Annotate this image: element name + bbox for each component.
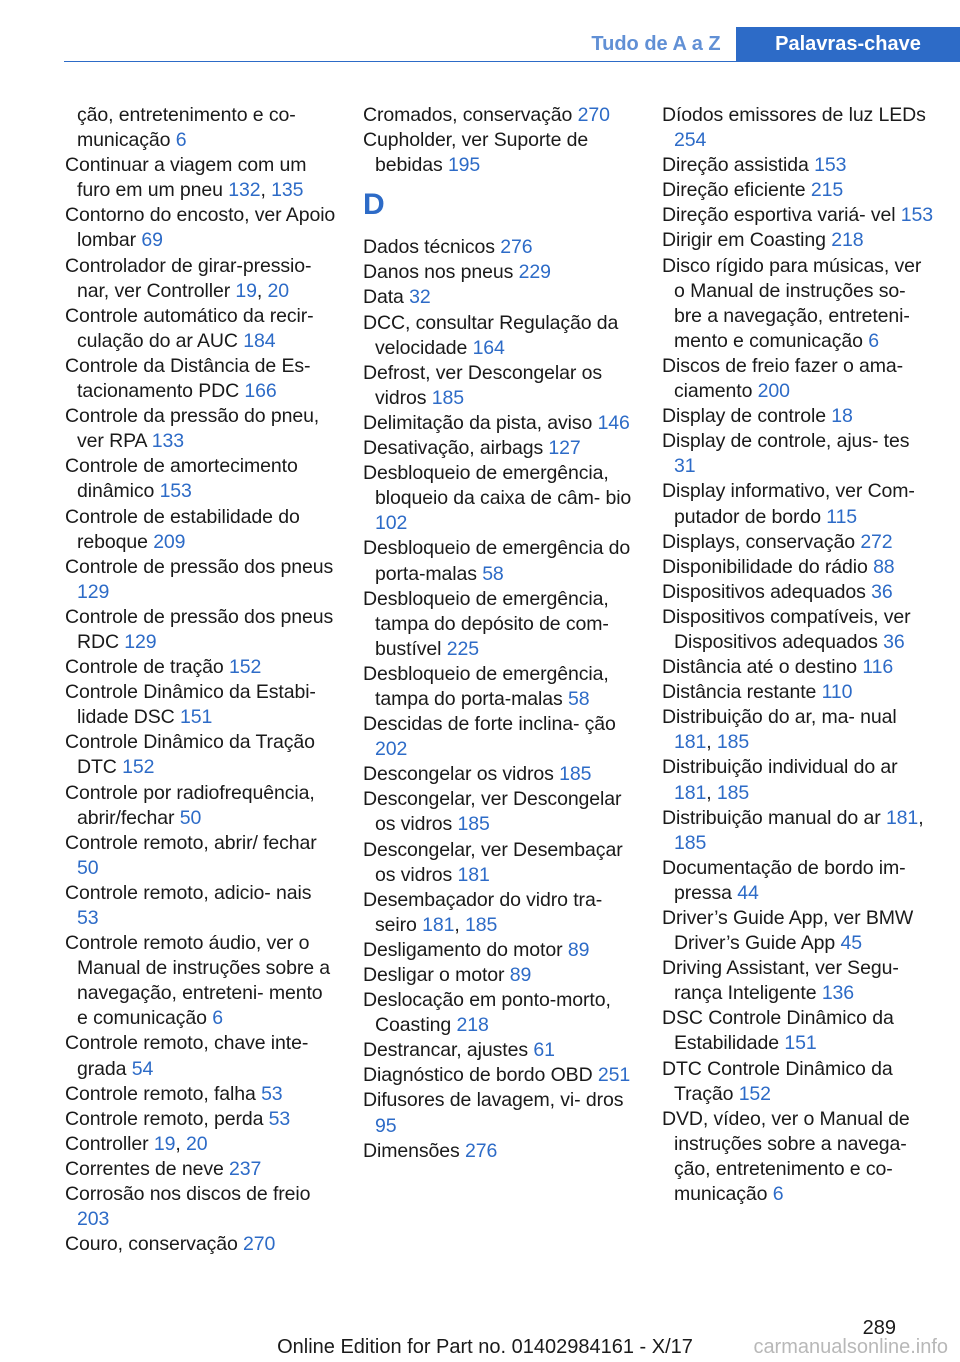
index-entry: [662, 655, 934, 680]
page-reference-link[interactable]: 152: [738, 1082, 771, 1105]
index-entry: [662, 1006, 934, 1056]
page-reference-link[interactable]: 166: [244, 380, 277, 403]
index-entry: [65, 1232, 337, 1257]
index-column-3: [662, 103, 934, 1207]
index-entry: [363, 361, 635, 411]
index-entry: [363, 411, 635, 436]
page-reference-link[interactable]: 202: [375, 738, 408, 761]
index-entry-text: Descongelar os vidros: [363, 763, 560, 786]
index-entry: [662, 103, 934, 153]
page-reference-link[interactable]: 89: [509, 964, 532, 986]
page-reference-link[interactable]: 153: [900, 204, 934, 227]
page-reference-link[interactable]: 53: [268, 1107, 291, 1130]
index-entry: Distribuição manual do ar 181, 185: [662, 806, 924, 854]
index-entry-text: Controle de pressão dos pneus: [65, 555, 334, 578]
tab-keywords-active[interactable]: Palavras-chave: [736, 27, 960, 62]
index-entry: [363, 1088, 635, 1138]
index-column-1: [65, 103, 337, 1257]
page-reference-link[interactable]: 19: [235, 279, 257, 302]
index-entry-text: Controle remoto, perda: [65, 1107, 269, 1130]
page-reference-link[interactable]: 270: [243, 1233, 276, 1256]
index-entry-text: Displays, conservação: [662, 530, 861, 553]
page-reference-link[interactable]: 6: [212, 1007, 223, 1030]
index-entry: Distribuição do ar, ma- nual 181, 185: [662, 706, 897, 754]
page-reference-link[interactable]: 50: [77, 856, 99, 879]
page-reference-link[interactable]: 132: [228, 179, 261, 202]
index-entry-text: Dispositivos adequados: [662, 580, 872, 603]
index-entry-text: DCC, consultar Regulação da velocidade: [363, 311, 619, 359]
index-entry: [363, 461, 635, 536]
page-reference-link[interactable]: 6: [772, 1183, 784, 1206]
index-entry: [363, 1063, 635, 1088]
index-entry: [363, 128, 635, 178]
page-reference-link[interactable]: 44: [737, 881, 759, 904]
index-entry-text: DSC Controle Dinâmico da Estabilidade: [662, 1007, 894, 1055]
page-reference-link[interactable]: 36: [871, 580, 893, 603]
page-reference-link[interactable]: 61: [533, 1039, 555, 1062]
index-entry-text: Díodos emissores de luz LEDs: [662, 104, 926, 126]
index-entry-text: Display informativo, ver Com- putador de bordo: [662, 480, 915, 528]
index-entry-text: Direção eficiente: [662, 179, 811, 202]
index-entry-text: Cromados, conservação: [363, 104, 578, 126]
index-entry: [65, 655, 337, 680]
index-entry: Controlador de girar-pressio- nar, ver Controller 19, 20: [65, 254, 312, 302]
index-entry: [65, 931, 337, 1031]
page-reference-link[interactable]: 129: [77, 580, 110, 603]
page-reference-link[interactable]: 32: [409, 286, 431, 309]
page-reference-link[interactable]: 127: [548, 437, 581, 460]
page-reference-link[interactable]: 184: [243, 329, 276, 352]
index-entry: [363, 712, 635, 762]
index-entry: [662, 906, 934, 956]
page-reference-link[interactable]: 181: [422, 913, 455, 936]
page-header: [0, 0, 960, 62]
index-entry-text: Dirigir em Coasting: [662, 229, 832, 252]
index-entry: [662, 228, 934, 253]
index-entry: [363, 1139, 635, 1164]
index-entry: [363, 963, 635, 988]
index-entry-text: Controle da Distância de Es- tacionamento PDC: [65, 354, 311, 403]
index-entry: [363, 311, 635, 361]
index-entry: [65, 555, 337, 605]
index-entry-text: Controle automático da recir- culação do ar AUC: [65, 304, 314, 352]
index-entry-text: Continuar a viagem com um furo em um pneu: [65, 154, 307, 202]
page-reference-link[interactable]: 115: [826, 505, 858, 528]
index-entry-text: Display de controle: [662, 405, 832, 428]
page-reference-link[interactable]: 181: [674, 781, 707, 804]
index-entry-text: Dispositivos compatíveis, ver Dispositivos adequados: [662, 605, 911, 653]
index-entry-text: Desembaçador do vidro tra- seiro: [363, 888, 603, 936]
page-reference-link[interactable]: 135: [271, 179, 304, 202]
page-reference-link[interactable]: 151: [179, 706, 213, 729]
index-entry: [662, 1057, 934, 1107]
page-reference-link[interactable]: 20: [267, 279, 290, 302]
index-entry-text: Controle remoto, chave inte- grada: [65, 1032, 309, 1080]
page-reference-link[interactable]: 129: [124, 630, 157, 653]
index-entry: [363, 1038, 635, 1063]
page-reference-link[interactable]: 6: [868, 329, 879, 352]
index-entry: [65, 730, 337, 780]
index-entry: [662, 856, 934, 906]
index-entry-text: Controle de amortecimento dinâmico: [65, 455, 298, 503]
page-reference-link[interactable]: 218: [456, 1014, 489, 1037]
index-entry-text: Direção esportiva variá- vel: [662, 204, 901, 227]
edition-footer: Online Edition for Part no. 01402984161 - X/17: [277, 1336, 693, 1358]
page-reference-link[interactable]: 185: [716, 781, 750, 804]
page-reference-link[interactable]: 152: [228, 656, 262, 679]
page-reference-link[interactable]: 45: [840, 932, 862, 955]
index-entry-text: Couro, conservação: [65, 1233, 244, 1256]
index-entry-text: Driving Assistant, ver Segu- rança Inteligente: [662, 957, 899, 1005]
index-entry-text: DTC Controle Dinâmico da Tração: [662, 1057, 893, 1105]
page-reference-link[interactable]: 116: [862, 656, 894, 679]
page-reference-link[interactable]: 102: [375, 512, 408, 535]
index-entry-text: Controle Dinâmico da Estabi- lidade DSC: [65, 681, 316, 729]
page-reference-link[interactable]: 181: [457, 863, 490, 886]
index-entry: [662, 605, 934, 655]
index-entry-text: Difusores de lavagem, vi- dros: [363, 1089, 624, 1112]
page-number: 289: [862, 1317, 896, 1339]
page-reference-link[interactable]: 209: [153, 530, 186, 553]
index-entry: [363, 260, 635, 285]
page-reference-link[interactable]: 270: [577, 104, 610, 126]
index-entry-text: Correntes de neve: [65, 1157, 230, 1180]
index-entry-text: Contorno do encosto, ver Apoio lombar: [65, 204, 336, 252]
page-reference-link[interactable]: 146: [597, 411, 630, 434]
page-reference-link[interactable]: 254: [674, 129, 707, 152]
index-entry-text: Deslocação em ponto-morto, Coasting: [363, 989, 611, 1037]
page-reference-link[interactable]: 6: [175, 129, 187, 152]
index-entry: Distribuição individual do ar 181, 185: [662, 756, 898, 804]
index-entry: [363, 103, 635, 128]
page-reference-link[interactable]: 276: [464, 1139, 498, 1162]
index-entry-text: Controle de estabilidade do reboque: [65, 505, 300, 553]
index-entry-text: DVD, vídeo, ver o Manual de instruções sobre a navega- ção, entretenimento e co- municação: [662, 1107, 910, 1206]
index-entry: [662, 404, 934, 429]
index-entry-text: ção, entretenimento e co- municação: [77, 104, 296, 152]
page-reference-link[interactable]: 185: [431, 386, 464, 409]
index-entry-text: Danos nos pneus: [363, 261, 519, 284]
index-entry-text: Desbloqueio de emergência do porta-malas: [363, 537, 631, 585]
page-reference-link[interactable]: 69: [141, 229, 163, 252]
index-entry: [65, 1157, 337, 1182]
index-entry-text: Controlador de girar-pressio- nar, ver Controller: [65, 254, 312, 302]
page-reference-link[interactable]: 54: [131, 1057, 154, 1080]
page-reference-link[interactable]: 153: [159, 480, 192, 503]
page-reference-link[interactable]: 110: [821, 681, 853, 704]
index-entry-text: Dados técnicos: [363, 236, 501, 259]
index-entry: [65, 1082, 337, 1107]
index-entry: [363, 662, 635, 712]
index-entry: [65, 454, 337, 504]
index-entry-text: Controle remoto, abrir/ fechar: [65, 831, 317, 854]
index-entry-text: Controle Dinâmico da Tração DTC: [65, 731, 315, 779]
index-entry: [662, 956, 934, 1006]
page-reference-link[interactable]: 251: [597, 1064, 631, 1087]
index-entry-text: Distribuição manual do ar: [662, 806, 886, 829]
index-entry: [65, 1107, 337, 1132]
index-entry: [363, 787, 635, 837]
index-entry: [65, 831, 337, 881]
index-entry: [363, 838, 635, 888]
index-entry: [65, 304, 337, 354]
watermark: carmanualsonline.info: [753, 1336, 948, 1358]
index-entry-text: Diagnóstico de bordo OBD: [363, 1064, 598, 1087]
index-entry: [662, 555, 934, 580]
index-entry: [65, 203, 337, 253]
index-column-2: [363, 103, 635, 1164]
page-reference-link[interactable]: 164: [472, 336, 505, 359]
page-reference-link[interactable]: 53: [261, 1082, 283, 1105]
index-entry-text: Distância restante: [662, 681, 822, 704]
page-reference-link[interactable]: 225: [446, 637, 479, 660]
page-reference-link[interactable]: 95: [375, 1114, 397, 1137]
index-entry: [65, 881, 337, 931]
page-reference-link[interactable]: 272: [860, 530, 893, 553]
index-entry-text: Cupholder, ver Suporte de bebidas: [363, 129, 589, 177]
index-entry: [65, 680, 337, 730]
index-entry-text: Delimitação da pista, aviso: [363, 411, 598, 434]
index-letter-heading: D: [363, 188, 385, 222]
page-reference-link[interactable]: 181: [885, 806, 919, 829]
index-entry: [363, 587, 635, 662]
index-entry-text: Controle remoto áudio, ver o Manual de instruções sobre a navegação, entreteni- mento e comunicação: [65, 932, 331, 1030]
index-entry: [363, 436, 635, 461]
index-entry: [65, 103, 337, 153]
index-entry: Desembaçador do vidro tra- seiro 181, 185: [363, 888, 603, 936]
index-entry-text: Descongelar, ver Descongelar os vidros: [363, 788, 622, 836]
index-entry-text: Desativação, airbags: [363, 437, 549, 460]
index-entry: [662, 530, 934, 555]
index-entry-text: Distribuição individual do ar: [662, 756, 898, 779]
page-reference-link[interactable]: 215: [810, 179, 844, 202]
index-entry: [363, 762, 635, 787]
page-reference-link[interactable]: 152: [122, 756, 155, 779]
index-entry-text: Discos de freio fazer o ama- ciamento: [662, 354, 904, 403]
index-entry-text: Descidas de forte inclina- ção: [363, 713, 616, 736]
tab-section[interactable]: Tudo de A a Z: [591, 32, 721, 55]
page-reference-link[interactable]: 185: [674, 831, 707, 854]
index-entry: [662, 254, 934, 354]
index-entry-text: Desligamento do motor: [363, 938, 568, 961]
page-reference-link[interactable]: 195: [447, 154, 481, 177]
page-reference-link[interactable]: 89: [567, 938, 590, 961]
index-entry: [363, 536, 635, 586]
page-reference-link[interactable]: 50: [179, 806, 202, 829]
page-reference-link[interactable]: 185: [559, 763, 592, 786]
index-entry: [65, 1031, 337, 1081]
index-entry: [662, 680, 934, 705]
page-reference-link[interactable]: 181: [674, 731, 707, 754]
index-entry-text: Disponibilidade do rádio: [662, 555, 874, 578]
index-entry: [363, 988, 635, 1038]
index-entry: [662, 1107, 934, 1207]
index-entry: Continuar a viagem com um furo em um pneu 132, 135: [65, 154, 307, 202]
index-entry-text: Desbloqueio de emergência, tampa do porta-malas: [363, 662, 609, 710]
page-reference-link[interactable]: 151: [784, 1032, 817, 1055]
page-reference-link[interactable]: 200: [757, 380, 790, 403]
index-entry: [65, 505, 337, 555]
page-reference-link[interactable]: 31: [674, 455, 696, 478]
index-entry-text: Dimensões: [363, 1139, 465, 1162]
page-reference-link[interactable]: 229: [518, 261, 551, 284]
index-entry: [662, 354, 934, 404]
index-entry: [363, 235, 635, 260]
index-entry: [363, 938, 635, 963]
index-entry: Controller 19, 20: [65, 1132, 208, 1155]
page-reference-link[interactable]: 203: [77, 1208, 110, 1231]
index-entry-text: Corrosão nos discos de freio: [65, 1183, 311, 1206]
page-reference-link[interactable]: 36: [883, 630, 905, 653]
index-entry: [662, 580, 934, 605]
index-entry: [65, 605, 337, 655]
index-entry-text: Direção assistida: [662, 154, 815, 177]
index-entry-text: Controle remoto, falha: [65, 1082, 262, 1105]
page-reference-link[interactable]: 276: [500, 236, 533, 259]
index-entry-text: Disco rígido para músicas, ver o Manual de instruções so- bre a navegação, entreteni- mento e comunicação: [662, 254, 922, 352]
page-reference-link[interactable]: 58: [568, 687, 590, 710]
index-entry-text: Controller: [65, 1132, 154, 1155]
index-entry: [662, 479, 934, 529]
page-reference-link[interactable]: 20: [186, 1132, 208, 1155]
page-reference-link[interactable]: 18: [831, 405, 853, 428]
page-reference-link[interactable]: 58: [482, 562, 504, 585]
index-entry: [662, 203, 934, 228]
index-entry: [65, 404, 337, 454]
index-entry-text: Driver’s Guide App, ver BMW Driver’s Guide App: [662, 907, 914, 955]
index-entry-text: Data: [363, 286, 410, 309]
page-reference-link[interactable]: 237: [229, 1157, 262, 1180]
index-entry-text: Controle de tração: [65, 656, 229, 679]
index-entry: [65, 354, 337, 404]
index-entry: [662, 153, 934, 178]
index-entry-text: Destrancar, ajustes: [363, 1039, 534, 1062]
page-reference-link[interactable]: 53: [77, 907, 99, 929]
page-reference-link[interactable]: 185: [457, 813, 490, 836]
index-entry: [363, 285, 635, 310]
index-entry-text: Descongelar, ver Desembaçar os vidros: [363, 838, 623, 886]
index-entry-text: Defrost, ver Descongelar os vidros: [363, 361, 602, 409]
index-entry-text: Desligar o motor: [363, 964, 510, 986]
index-entry: [65, 1182, 337, 1232]
index-entry-text: Desbloqueio de emergência, bloqueio da caixa de câm- bio: [363, 462, 632, 510]
index-entry-text: Documentação de bordo im- pressa: [662, 856, 906, 904]
page-reference-link[interactable]: 136: [821, 982, 855, 1005]
page-reference-link[interactable]: 153: [814, 154, 847, 177]
page-reference-link[interactable]: 185: [716, 731, 750, 754]
header-rule: [64, 61, 960, 62]
index-entry-text: Controle por radiofrequência, abrir/fechar: [65, 781, 315, 829]
index-entry-text: Desbloqueio de emergência, tampa do depósito de com- bustível: [363, 587, 609, 660]
page-reference-link[interactable]: 133: [151, 430, 184, 453]
index-entry: [65, 781, 337, 831]
page-reference-link[interactable]: 19: [153, 1132, 176, 1155]
page-reference-link[interactable]: 218: [831, 229, 864, 252]
page-reference-link[interactable]: 185: [464, 913, 498, 936]
index-entry-text: Display de controle, ajus- tes: [662, 430, 910, 453]
index-entry-text: Controle de pressão dos pneus RDC: [65, 605, 334, 653]
page-reference-link[interactable]: 88: [873, 555, 895, 578]
index-entry: [662, 178, 934, 203]
index-entry: [662, 429, 934, 479]
index-entry-text: Controle remoto, adicio- nais: [65, 881, 312, 904]
index-entry-text: Distribuição do ar, ma- nual: [662, 706, 897, 729]
index-entry-text: Controle da pressão do pneu, ver RPA: [65, 405, 320, 453]
index-entry-text: Distância até o destino: [662, 656, 863, 679]
